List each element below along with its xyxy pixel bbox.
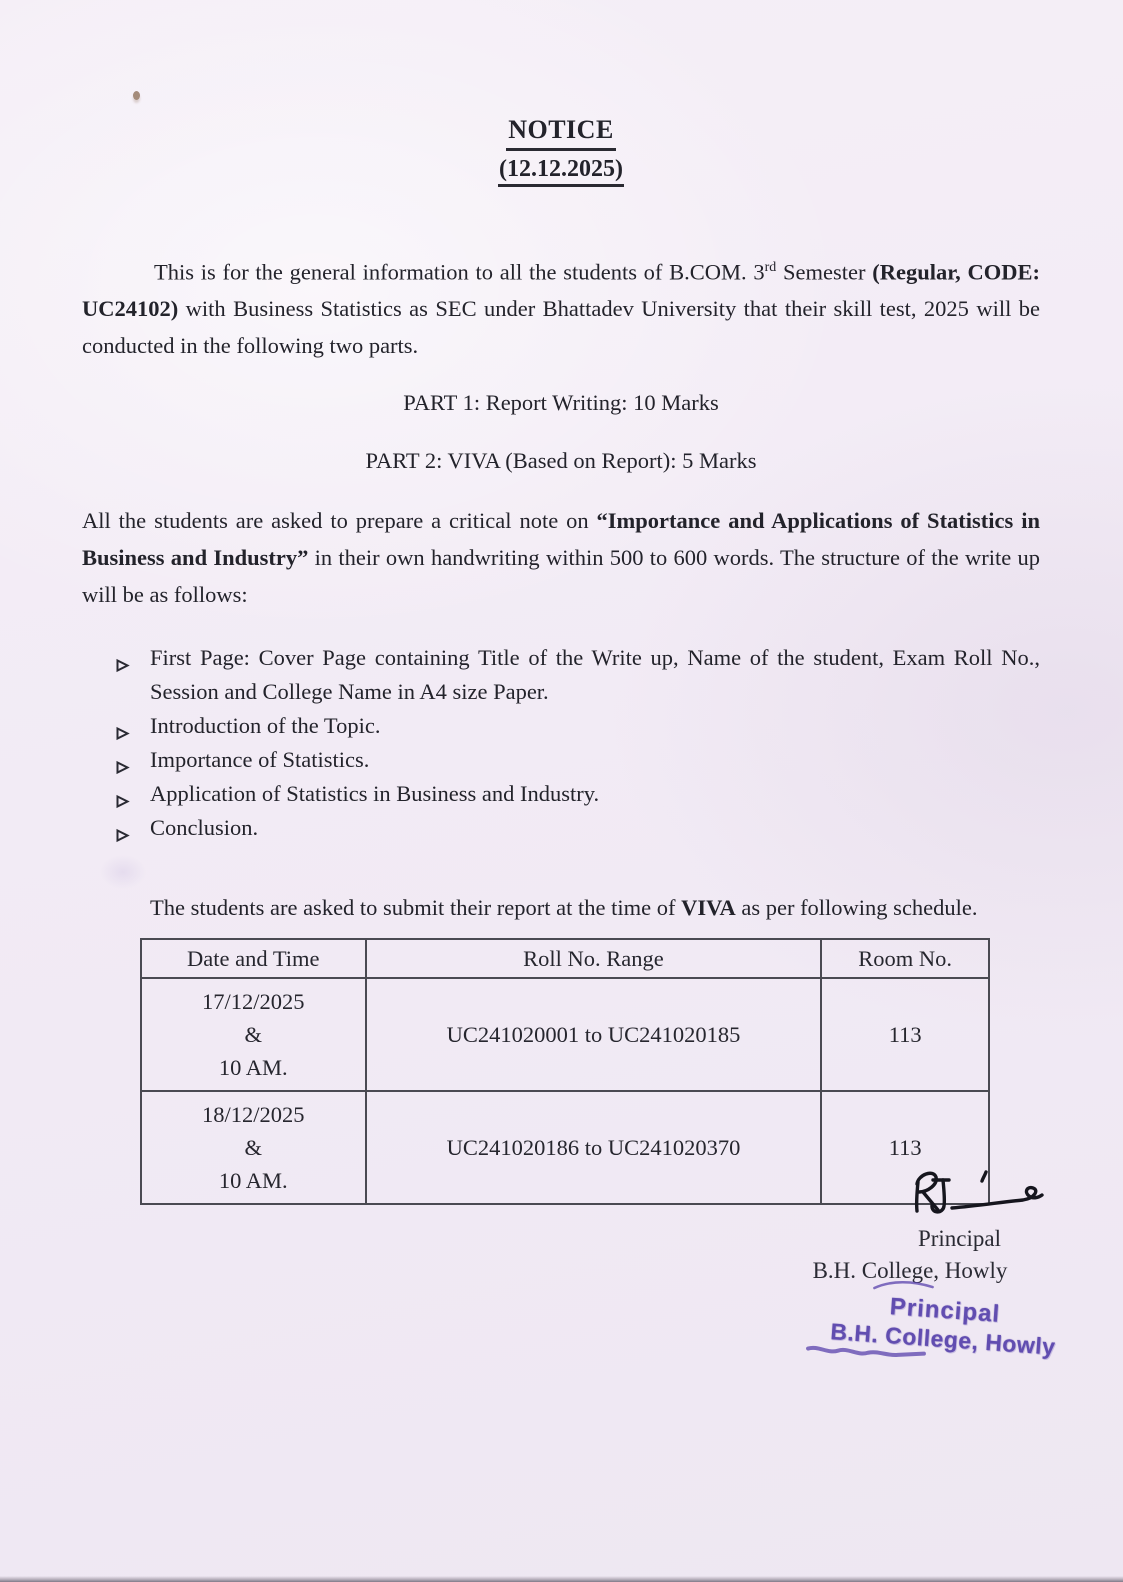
roll-range-cell: UC241020186 to UC241020370 <box>366 1091 822 1204</box>
principal-signature-scribble <box>897 1150 1047 1222</box>
list-item-text: First Page: Cover Page containing Title of the Write up, Name of the student, Exam Roll No., Session and College Name in A4 size Paper. <box>150 645 1040 704</box>
scan-bottom-edge <box>0 1576 1123 1582</box>
intro-text-1: This is for the general information to all the students of B.COM. 3 <box>154 259 765 284</box>
task-paragraph <box>82 502 1040 613</box>
room-no-cell: 113 <box>821 978 989 1091</box>
part-1-line: PART 1: Report Writing: 10 Marks <box>403 390 719 415</box>
table-row <box>141 978 989 1091</box>
room-no-cell: 113 <box>821 1091 989 1204</box>
list-item-text: Importance of Statistics. <box>150 747 370 772</box>
roll-range-cell: UC241020001 to UC241020185 <box>366 978 822 1091</box>
list-item-text: Conclusion. <box>150 815 259 840</box>
schedule-text-1: The students are asked to submit their report at the time of <box>150 895 682 920</box>
intro-text-2: Semester <box>776 259 873 284</box>
schedule-text-2: as per following schedule. <box>735 895 978 920</box>
date-line-1: 17/12/2025 <box>202 989 305 1014</box>
table-header-row <box>141 939 989 978</box>
column-header-date-time: Date and Time <box>141 939 366 978</box>
title-wrap <box>82 114 1040 151</box>
notice-title: NOTICE <box>506 114 616 151</box>
task-text-1: All the students are asked to prepare a critical note on <box>82 508 597 533</box>
arrowhead-right-icon <box>115 649 130 683</box>
ordinal-suffix: rd <box>764 259 777 275</box>
date-line-1: 18/12/2025 <box>202 1102 305 1127</box>
principal-institution: B.H. College, Howly <box>812 1258 1008 1283</box>
task-text-2: in their own handwriting within 500 to 600 words. The structure of the write up will be as follows: <box>82 545 1040 607</box>
date-line-2: & <box>244 1022 263 1047</box>
list-item-text: Introduction of the Topic. <box>150 713 381 738</box>
date-time-cell <box>141 1091 366 1204</box>
date-time-cell <box>141 978 366 1091</box>
list-item <box>82 709 1040 743</box>
notice-date: (12.12.2025) <box>498 156 624 187</box>
part-2-line: PART 2: VIVA (Based on Report): 5 Marks <box>365 448 757 473</box>
date-line-2: & <box>244 1135 263 1160</box>
list-item <box>82 777 1040 811</box>
task-bold-topic: “Importance and Applications of Statistics in Business and Industry” <box>82 508 1040 570</box>
schedule-bold-viva: VIVA <box>681 895 736 920</box>
signature-block <box>805 1150 1015 1286</box>
requirements-list <box>82 641 1040 845</box>
list-item <box>82 641 1040 709</box>
date-line-3: 10 AM. <box>218 1055 288 1080</box>
list-item <box>82 743 1040 777</box>
date-wrap <box>82 156 1040 187</box>
arrowhead-right-icon <box>115 819 130 853</box>
intro-paragraph <box>82 249 1040 365</box>
column-header-roll-range: Roll No. Range <box>366 939 822 978</box>
schedule-paragraph <box>150 889 1015 926</box>
stamp-line-2: B.H. College, Howly <box>829 1318 1057 1360</box>
column-header-room-no: Room No. <box>821 939 989 978</box>
intro-bold-code: (Regular, CODE: UC24102) <box>82 259 1040 321</box>
list-item-text: Application of Statistics in Business and Industry. <box>150 781 600 806</box>
stamp-line-1: Principal <box>889 1293 1002 1328</box>
date-line-3: 10 AM. <box>218 1168 288 1193</box>
principal-designation: Principal <box>917 1226 1001 1251</box>
intro-text-3: with Business Statistics as SEC under Bhattadev University that their skill test, 2025 will be conducted in the following two parts. <box>82 296 1040 358</box>
list-item <box>82 811 1040 845</box>
